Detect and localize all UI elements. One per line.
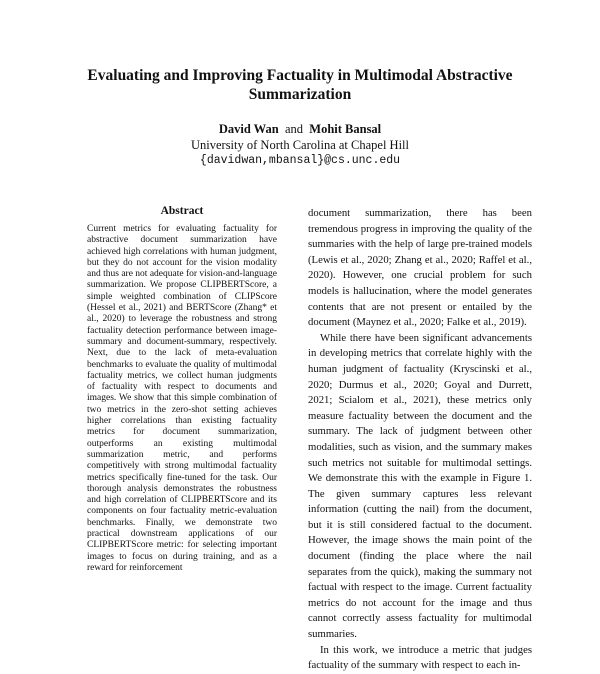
body-paragraph: While there have been significant advancements in developing metrics that correlate highly with the human judgment of factuality (Kryscinski et al., 2020; Durmus et al., 2020; Goyal and Durrett, 2021; Scialom et al., 2021), these metrics only measure factuality between the document and the summary. The lack of judgment between other modalities, such as vision, and the summary makes such metrics not suitable for multimodal settings. We demonstrate this with the example in Figure 1. The given summary captures less relevant information (cutting the nail) from the document, but it is still considered factual to the document. However, the image shows the main point of the document (finding the place where the nail separates from the quick), making the summary not factual with respect to the image. Current factuality metrics do not account for the image and thus cannot correctly assess factuality for multimodal summaries. [308, 331, 532, 641]
body-paragraph: In this work, we introduce a metric that judges factuality of the summary with respect to each in- [308, 643, 532, 672]
email: {davidwan,mbansal}@cs.unc.edu [199, 154, 401, 167]
abstract-column [87, 224, 277, 574]
author-name: Mohit Bansal [309, 122, 382, 136]
paper-title: Evaluating and Improving Factuality in Multimodal Abstractive Summarization [87, 67, 513, 103]
body-column [308, 206, 532, 674]
abstract-heading: Abstract [160, 205, 204, 217]
abstract-text: Current metrics for evaluating factuality for abstractive document summarization have achieved high correlations with human judgment, but they do not account for the vision modality and thus are not adequate for vision-and-language summarization. We propose CLIPBERTScore, a simple weighted combination of CLIPScore (Hessel et al., 2021) and BERTScore (Zhang* et al., 2020) to leverage the robustness and strong factuality detection performance between image-summary and document-summary, respectively. Next, due to the lack of meta-evaluation benchmarks to evaluate the quality of multimodal factuality metrics, we collect human judgments of factuality with respect to documents and images. We show that this simple combination of two metrics in the zero-shot setting achieves higher correlations than existing factuality metrics for document summarization, outperforms an existing multimodal summarization metric, and performs competitively with strong multimodal factuality metrics specifically fine-tuned for the task. Our thorough analysis demonstrates the robustness and high correlation of CLIPBERTScore and its components on four factuality metric-evaluation benchmarks. Finally, we demonstrate two practical downstream applications of our CLIPBERTScore metric: for selecting important images to focus on during training, and as a reward for reinforcement [87, 224, 277, 573]
author-separator: and [284, 122, 304, 136]
author-line [60, 121, 540, 137]
author-name: David Wan [218, 122, 279, 136]
body-paragraph: document summarization, there has been tremendous progress in improving the quality of the summaries with the help of large pre-trained models (Lewis et al., 2020; Zhang et al., 2020; Raffel et al., 2020). However, one crucial problem for such models is hallucination, where the model generates contents that are not present or entailed by the document (Maynez et al., 2020; Falke et al., 2019). [308, 207, 532, 329]
affiliation: University of North Carolina at Chapel Hill [190, 138, 409, 152]
